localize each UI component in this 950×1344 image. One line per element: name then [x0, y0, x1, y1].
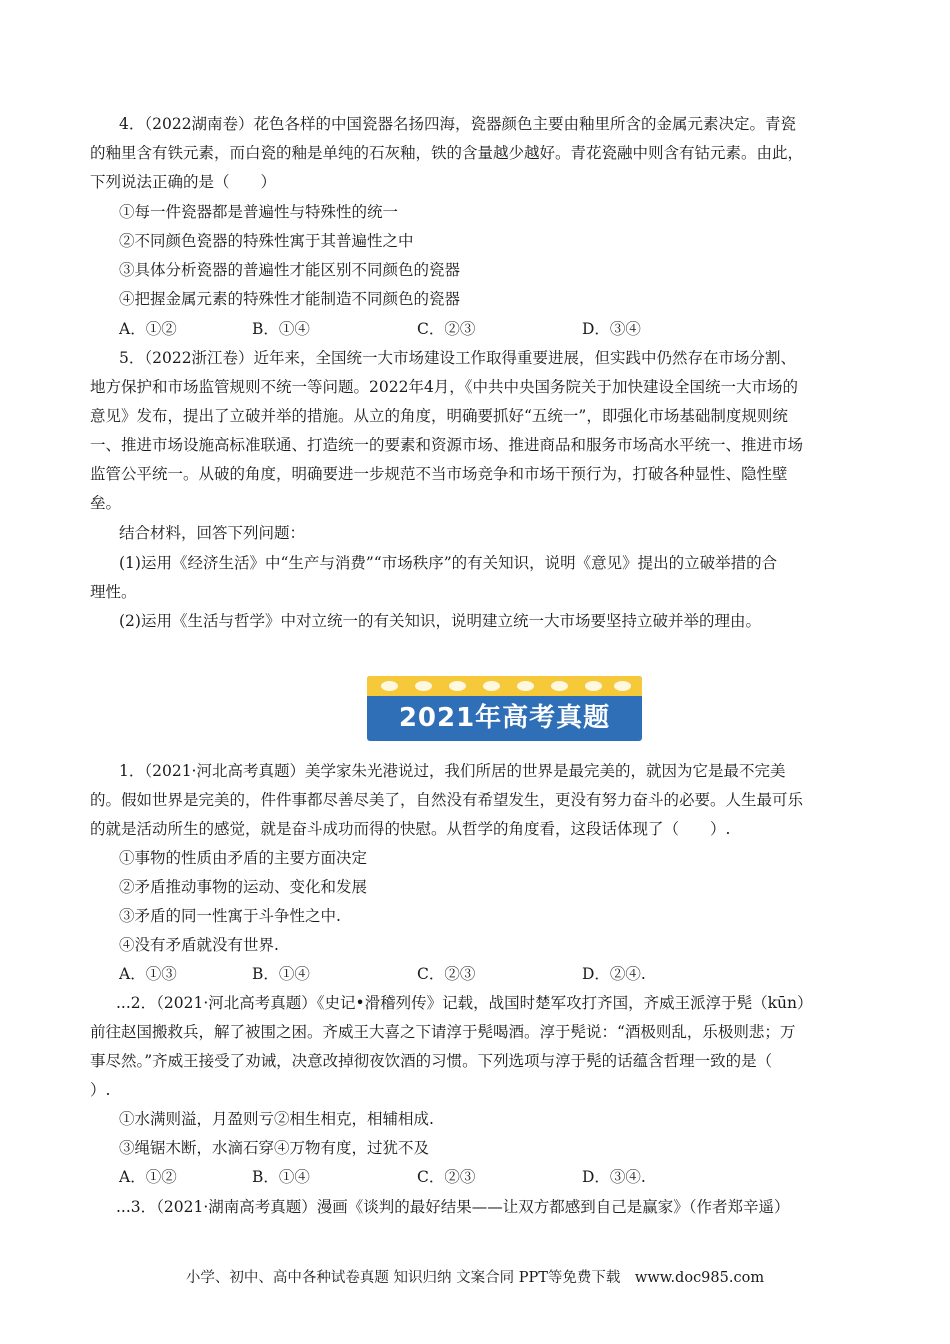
banner-dot	[585, 681, 602, 691]
q2021-2-option-a: A．①②	[119, 1168, 177, 1186]
q5-prompt: 结合材料，回答下列问题：	[119, 524, 306, 542]
q4-option-d: D．③④	[582, 320, 641, 338]
banner-dot	[483, 681, 500, 691]
q2021-3-line-1: ...3．（2021·湖南高考真题）漫画《谈判的最好结果——让双方都感到自己是赢家》（作者郑辛遥）	[116, 1198, 790, 1216]
banner-dot	[551, 681, 568, 691]
q2021-1-statement-1: ①事物的性质由矛盾的主要方面决定	[119, 849, 368, 867]
q2021-1-option-b: B．①④	[252, 965, 310, 983]
q4-line-1: 4．（2022湖南卷）花色各样的中国瓷器名扬四海，瓷器颜色主要由釉里所含的金属元素决定。青瓷	[119, 115, 797, 133]
q5-line-4: 一、推进市场设施高标准联通、打造统一的要素和资源市场、推进商品和服务市场高水平统一、推进市场	[90, 436, 804, 454]
q2021-2-line-1: ...2．（2021·河北高考真题）《史记•滑稽列传》记载，战国时楚军攻打齐国，齐威王派淳于髡（kūn）	[116, 994, 813, 1012]
q4-line-2: 的釉里含有铁元素，而白瓷的釉是单纯的石灰釉，铁的含量越少越好。青花瓷融中则含有钴元素。由此，	[90, 144, 804, 162]
q5-sub1-line-2: 理性。	[90, 583, 137, 601]
q4-option-a: A．①②	[119, 320, 177, 338]
q5-line-5: 监管公平统一。从破的角度，明确要进一步规范不当市场竞争和市场干预行为，打破各种显性、隐性壁	[90, 465, 788, 483]
q2021-2-option-d: D．③④.	[582, 1168, 646, 1186]
banner-dot	[614, 681, 631, 691]
q2021-1-statement-3: ③矛盾的同一性寓于斗争性之中.	[119, 907, 341, 925]
banner-top-strip	[367, 676, 642, 696]
q4-statement-2: ②不同颜色瓷器的特殊性寓于其普遍性之中	[119, 232, 414, 250]
q2021-1-statement-4: ④没有矛盾就没有世界.	[119, 936, 279, 954]
q2021-2-line-2: 前往赵国搬救兵，解了被围之困。齐威王大喜之下请淳于髡喝酒。淳于髡说：“酒极则乱，乐极则悲；万	[90, 1023, 796, 1041]
q2021-2-statement-2: ③绳锯木断，水滴石穿④万物有度，过犹不及	[119, 1139, 430, 1157]
q5-sub2: (2)运用《生活与哲学》中对立统一的有关知识，说明建立统一大市场要坚持立破并举的理由。	[119, 612, 761, 630]
q4-statement-3: ③具体分析瓷器的普遍性才能区别不同颜色的瓷器	[119, 261, 461, 279]
q5-line-1: 5．（2022浙江卷）近年来，全国统一大市场建设工作取得重要进展，但实践中仍然存在市场分割、	[119, 349, 797, 367]
q2021-1-statement-2: ②矛盾推动事物的运动、变化和发展	[119, 878, 368, 896]
q2021-1-line-3: 的就是活动所生的感觉，就是奋斗成功而得的快慰。从哲学的角度看，这段话体现了（ ）.	[90, 820, 731, 838]
q4-option-c: C．②③	[417, 320, 476, 338]
page-footer: 小学、初中、高中各种试卷真题 知识归纳 文案合同 PPT等免费下载 www.doc985.com	[185, 1270, 765, 1286]
q5-line-3: 意见》发布，提出了立破并举的措施。从立的角度，明确要抓好“五统一”，即强化市场基础制度规则统	[90, 407, 788, 425]
q2021-1-line-1: 1．（2021·河北高考真题）美学家朱光港说过，我们所居的世界是最完美的，就因为它是最不完美	[119, 762, 786, 780]
banner-dot	[517, 681, 534, 691]
q4-option-b: B．①④	[252, 320, 310, 338]
q2021-2-statement-1: ①水满则溢，月盈则亏②相生相克，相辅相成.	[119, 1110, 434, 1128]
q2021-2-line-3: 事尽然。”齐威王接受了劝诫，决意改掉彻夜饮酒的习惯。下列选项与淳于髡的话蕴含哲理一致的是（	[90, 1052, 773, 1070]
section-title: 2021年高考真题	[398, 703, 611, 733]
banner-dot	[415, 681, 432, 691]
q5-sub1-line-1: (1)运用《经济生活》中“生产与消费”“市场秩序”的有关知识，说明《意见》提出的立破举措的合	[119, 554, 778, 572]
q4-statement-4: ④把握金属元素的特殊性才能制造不同颜色的瓷器	[119, 290, 461, 308]
q4-statement-1: ①每一件瓷器都是普遍性与特殊性的统一	[119, 203, 399, 221]
q2021-1-option-d: D．②④.	[582, 965, 646, 983]
banner-dot	[449, 681, 466, 691]
q2021-1-option-a: A．①③	[119, 965, 177, 983]
q4-line-3: 下列说法正确的是（ ）	[90, 173, 277, 191]
q2021-2-option-b: B．①④	[252, 1168, 310, 1186]
q5-line-2: 地方保护和市场监管规则不统一等问题。2022年4月，《中共中央国务院关于加快建设全国统一大市场的	[90, 378, 799, 396]
q5-line-6: 垒。	[90, 494, 122, 512]
banner-dot	[381, 681, 398, 691]
section-banner	[367, 676, 642, 741]
q2021-2-line-4: ）.	[90, 1081, 111, 1099]
q2021-1-line-2: 的。假如世界是完美的，件件事都尽善尽美了，自然没有希望发生，更没有努力奋斗的必要。人生最可乐	[90, 791, 804, 809]
q2021-1-option-c: C．②③	[417, 965, 476, 983]
q2021-2-option-c: C．②③	[417, 1168, 476, 1186]
